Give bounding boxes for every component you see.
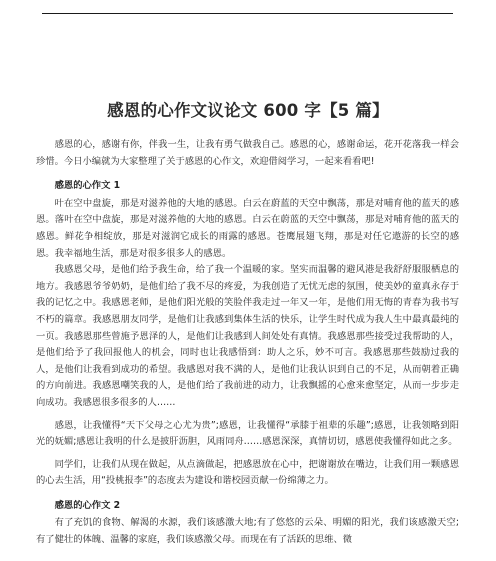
section-1-paragraph-2: 我感恩父母，是他们给予我生命，给了我一个温暖的家。坚实而温馨的避风港是我舒舒服服栖息的地方。我感恩爷爷奶奶，是他们给了我不尽的疼爱，为我创造了无忧无虑的氛围，使美妙的童真永存于我的记忆之中。我感恩老师，是他们阳光般的笑脸伴我走过一年又一年，是他们用无悔的青春为我书写不朽的篇章。我感恩朋友同学，是他们让我感到集体生活的快乐，让学生时代成为我人生中最真最纯的一页。我感恩那些曾施予恩泽的人，是他们让我感到人间处处有真情。我感恩那些接受过我帮助的人，是他们给予了我回报他人的机会，同时也让我感悟到：助人之乐，妙不可言。我感恩那些鼓励过我的人，是他们让我看到成功的希望。我感恩对我不满的人，是他们让我认识到自己的不足，从而朝着正确的方向前进。我感恩嘲笑我的人，是他们给了我前进的动力，让我飘摇的心愈来愈坚定，从而一步步走向成功。我感恩很多很多的人…… bbox=[36, 264, 459, 408]
section-1-paragraph-4: 同学们，让我们从现在做起，从点滴做起，把感恩放在心中，把谢谢放在嘴边，让我们用一颗感恩的心去生活，用“投桃报李”的态度去为建设和谐校园贡献一份绵薄之力。 bbox=[36, 458, 459, 487]
document-body bbox=[36, 137, 459, 549]
section-2-paragraph-1: 有了充饥的食物、解渴的水源，我们该感激大地;有了悠悠的云朵、明媚的阳光，我们该感激天空;有了健壮的体魄、温馨的家庭，我们该感激父母。而现在有了活跃的思维、微 bbox=[36, 517, 459, 546]
section-heading-2: 感恩的心作文 2 bbox=[54, 499, 121, 511]
section-heading-1: 感恩的心作文 1 bbox=[54, 180, 121, 192]
intro-paragraph: 感恩的心，感谢有你，伴我一生，让我有勇气做我自己。感恩的心，感谢命运，花开花落我一样会珍惜。今日小编就为大家整理了关于感恩的心作文，欢迎借阅学习，一起来看看吧! bbox=[36, 139, 459, 167]
document-title: 感恩的心作文议论文 600 字【5 篇】 bbox=[107, 101, 389, 120]
header-rule bbox=[42, 13, 453, 14]
section-1-paragraph-1: 叶在空中盘旋，那是对滋养他的大地的感恩。白云在蔚蓝的天空中飘荡，那是对哺育他的蓝天的感恩。落叶在空中盘旋，那是对滋养他的大地的感恩。白云在蔚蓝的天空中飘荡，那是对哺育他的蓝天的感恩。鲜花争相绽放，那是对滋润它成长的雨露的感恩。苍鹰展翅飞翔，那是对任它遨游的长空的感恩。我幸福地生活，那是对很多很多人的感恩。 bbox=[36, 197, 459, 259]
section-1-paragraph-3: 感恩，让我懂得“天下父母之心尤为贵”;感恩，让我懂得“承膝于祖辈的乐趣”;感恩，让我领略到阳光的妩媚;感恩让我明的什么是披肝沥胆，风雨同舟……感恩深深，真情切切，感恩使我懂得如此之多。 bbox=[36, 419, 459, 448]
